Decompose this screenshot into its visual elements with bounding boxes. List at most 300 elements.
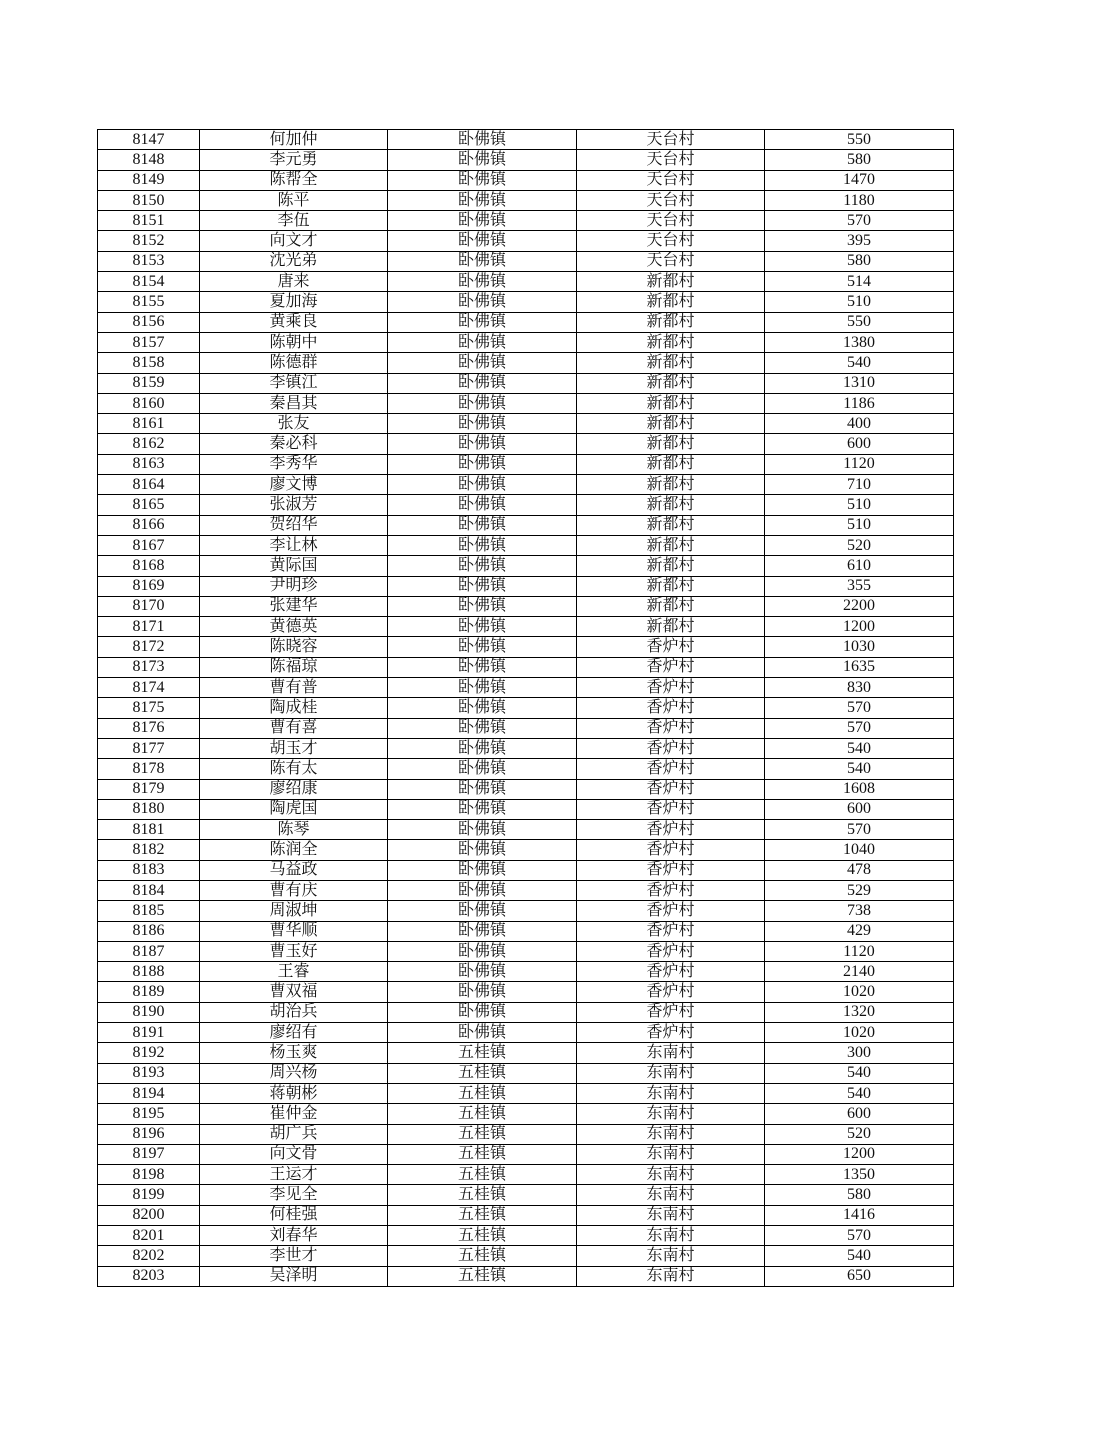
village-cell: 新都村 (577, 353, 765, 373)
name-cell: 陈德群 (200, 353, 388, 373)
name-cell: 杨玉爽 (200, 1043, 388, 1063)
amount-cell: 540 (765, 759, 954, 779)
name-cell: 廖绍康 (200, 779, 388, 799)
table-row (98, 718, 954, 738)
table-row (98, 860, 954, 880)
id-cell: 8171 (98, 617, 200, 637)
id-cell: 8197 (98, 1144, 200, 1164)
town-cell: 卧佛镇 (388, 779, 577, 799)
town-cell: 五桂镇 (388, 1063, 577, 1083)
amount-cell: 600 (765, 434, 954, 454)
amount-cell: 520 (765, 535, 954, 555)
table-row (98, 1246, 954, 1266)
amount-cell: 300 (765, 1043, 954, 1063)
village-cell: 新都村 (577, 373, 765, 393)
amount-cell: 1470 (765, 170, 954, 190)
town-cell: 五桂镇 (388, 1165, 577, 1185)
table-row (98, 840, 954, 860)
table-row (98, 880, 954, 900)
amount-cell: 1608 (765, 779, 954, 799)
table-row (98, 779, 954, 799)
village-cell: 香炉村 (577, 982, 765, 1002)
town-cell: 五桂镇 (388, 1205, 577, 1225)
id-cell: 8172 (98, 637, 200, 657)
village-cell: 香炉村 (577, 738, 765, 758)
town-cell: 卧佛镇 (388, 637, 577, 657)
name-cell: 何加仲 (200, 130, 388, 150)
village-cell: 香炉村 (577, 759, 765, 779)
amount-cell: 600 (765, 1104, 954, 1124)
table-row (98, 820, 954, 840)
amount-cell: 1180 (765, 190, 954, 210)
table-row (98, 495, 954, 515)
town-cell: 卧佛镇 (388, 515, 577, 535)
town-cell: 卧佛镇 (388, 414, 577, 434)
town-cell: 卧佛镇 (388, 678, 577, 698)
town-cell: 卧佛镇 (388, 373, 577, 393)
table-row (98, 292, 954, 312)
name-cell: 胡治兵 (200, 1002, 388, 1022)
name-cell: 廖绍有 (200, 1023, 388, 1043)
amount-cell: 570 (765, 820, 954, 840)
town-cell: 卧佛镇 (388, 475, 577, 495)
amount-cell: 650 (765, 1266, 954, 1286)
village-cell: 东南村 (577, 1246, 765, 1266)
id-cell: 8156 (98, 312, 200, 332)
id-cell: 8166 (98, 515, 200, 535)
village-cell: 香炉村 (577, 799, 765, 819)
name-cell: 张建华 (200, 596, 388, 616)
name-cell: 陈琴 (200, 820, 388, 840)
name-cell: 曹华顺 (200, 921, 388, 941)
village-cell: 新都村 (577, 393, 765, 413)
id-cell: 8192 (98, 1043, 200, 1063)
name-cell: 黄德英 (200, 617, 388, 637)
table-row (98, 901, 954, 921)
town-cell: 卧佛镇 (388, 130, 577, 150)
town-cell: 五桂镇 (388, 1246, 577, 1266)
id-cell: 8160 (98, 393, 200, 413)
name-cell: 何桂强 (200, 1205, 388, 1225)
id-cell: 8182 (98, 840, 200, 860)
id-cell: 8193 (98, 1063, 200, 1083)
village-cell: 新都村 (577, 495, 765, 515)
name-cell: 尹明珍 (200, 576, 388, 596)
name-cell: 蒋朝彬 (200, 1083, 388, 1103)
town-cell: 卧佛镇 (388, 596, 577, 616)
name-cell: 李让林 (200, 535, 388, 555)
id-cell: 8149 (98, 170, 200, 190)
village-cell: 新都村 (577, 272, 765, 292)
name-cell: 陈有太 (200, 759, 388, 779)
table-row (98, 799, 954, 819)
table-body (98, 130, 954, 1287)
town-cell: 五桂镇 (388, 1144, 577, 1164)
amount-cell: 355 (765, 576, 954, 596)
name-cell: 刘春华 (200, 1226, 388, 1246)
amount-cell: 550 (765, 130, 954, 150)
table-row (98, 1083, 954, 1103)
amount-cell: 1350 (765, 1165, 954, 1185)
id-cell: 8173 (98, 657, 200, 677)
name-cell: 陈福琼 (200, 657, 388, 677)
amount-cell: 2200 (765, 596, 954, 616)
name-cell: 李元勇 (200, 150, 388, 170)
amount-cell: 2140 (765, 962, 954, 982)
village-cell: 新都村 (577, 434, 765, 454)
village-cell: 新都村 (577, 617, 765, 637)
town-cell: 卧佛镇 (388, 1002, 577, 1022)
amount-cell: 529 (765, 880, 954, 900)
id-cell: 8187 (98, 941, 200, 961)
name-cell: 黄际国 (200, 556, 388, 576)
amount-cell: 1635 (765, 657, 954, 677)
id-cell: 8167 (98, 535, 200, 555)
amount-cell: 540 (765, 1083, 954, 1103)
amount-cell: 540 (765, 353, 954, 373)
village-cell: 香炉村 (577, 779, 765, 799)
town-cell: 卧佛镇 (388, 393, 577, 413)
village-cell: 香炉村 (577, 1023, 765, 1043)
amount-cell: 1380 (765, 332, 954, 352)
id-cell: 8165 (98, 495, 200, 515)
id-cell: 8174 (98, 678, 200, 698)
town-cell: 卧佛镇 (388, 332, 577, 352)
table-row (98, 251, 954, 271)
name-cell: 崔仲金 (200, 1104, 388, 1124)
id-cell: 8158 (98, 353, 200, 373)
id-cell: 8177 (98, 738, 200, 758)
town-cell: 五桂镇 (388, 1104, 577, 1124)
village-cell: 香炉村 (577, 718, 765, 738)
name-cell: 马益政 (200, 860, 388, 880)
town-cell: 卧佛镇 (388, 556, 577, 576)
name-cell: 曹有普 (200, 678, 388, 698)
town-cell: 五桂镇 (388, 1124, 577, 1144)
id-cell: 8163 (98, 454, 200, 474)
id-cell: 8184 (98, 880, 200, 900)
table-row (98, 414, 954, 434)
town-cell: 卧佛镇 (388, 231, 577, 251)
table-row (98, 454, 954, 474)
table-row (98, 1185, 954, 1205)
town-cell: 卧佛镇 (388, 353, 577, 373)
table-row (98, 678, 954, 698)
town-cell: 卧佛镇 (388, 617, 577, 637)
table-row (98, 353, 954, 373)
amount-cell: 520 (765, 1124, 954, 1144)
amount-cell: 540 (765, 738, 954, 758)
amount-cell: 540 (765, 1246, 954, 1266)
town-cell: 卧佛镇 (388, 150, 577, 170)
id-cell: 8183 (98, 860, 200, 880)
table-row (98, 475, 954, 495)
village-cell: 香炉村 (577, 880, 765, 900)
amount-cell: 1320 (765, 1002, 954, 1022)
amount-cell: 510 (765, 495, 954, 515)
id-cell: 8200 (98, 1205, 200, 1225)
table-row (98, 596, 954, 616)
name-cell: 向文骨 (200, 1144, 388, 1164)
village-cell: 新都村 (577, 535, 765, 555)
town-cell: 五桂镇 (388, 1043, 577, 1063)
table-row (98, 657, 954, 677)
village-cell: 香炉村 (577, 820, 765, 840)
table-row (98, 1266, 954, 1286)
name-cell: 曹双福 (200, 982, 388, 1002)
id-cell: 8199 (98, 1185, 200, 1205)
town-cell: 卧佛镇 (388, 759, 577, 779)
town-cell: 五桂镇 (388, 1266, 577, 1286)
town-cell: 卧佛镇 (388, 718, 577, 738)
table-row (98, 332, 954, 352)
amount-cell: 1020 (765, 982, 954, 1002)
amount-cell: 1120 (765, 941, 954, 961)
village-cell: 香炉村 (577, 1002, 765, 1022)
name-cell: 张友 (200, 414, 388, 434)
village-cell: 东南村 (577, 1165, 765, 1185)
town-cell: 卧佛镇 (388, 454, 577, 474)
table-row (98, 373, 954, 393)
id-cell: 8178 (98, 759, 200, 779)
id-cell: 8168 (98, 556, 200, 576)
village-cell: 香炉村 (577, 657, 765, 677)
amount-cell: 1200 (765, 617, 954, 637)
village-cell: 新都村 (577, 312, 765, 332)
name-cell: 夏加海 (200, 292, 388, 312)
amount-cell: 395 (765, 231, 954, 251)
table-row (98, 576, 954, 596)
village-cell: 香炉村 (577, 860, 765, 880)
town-cell: 卧佛镇 (388, 982, 577, 1002)
village-cell: 天台村 (577, 211, 765, 231)
village-cell: 东南村 (577, 1266, 765, 1286)
table-row (98, 1144, 954, 1164)
id-cell: 8185 (98, 901, 200, 921)
id-cell: 8161 (98, 414, 200, 434)
town-cell: 卧佛镇 (388, 312, 577, 332)
table-row (98, 272, 954, 292)
table-row (98, 535, 954, 555)
id-cell: 8151 (98, 211, 200, 231)
village-cell: 新都村 (577, 414, 765, 434)
name-cell: 贺绍华 (200, 515, 388, 535)
table-row (98, 1226, 954, 1246)
table-row (98, 515, 954, 535)
amount-cell: 600 (765, 799, 954, 819)
id-cell: 8202 (98, 1246, 200, 1266)
amount-cell: 570 (765, 698, 954, 718)
town-cell: 五桂镇 (388, 1185, 577, 1205)
id-cell: 8176 (98, 718, 200, 738)
village-cell: 天台村 (577, 150, 765, 170)
village-cell: 天台村 (577, 130, 765, 150)
village-cell: 新都村 (577, 576, 765, 596)
village-cell: 新都村 (577, 292, 765, 312)
name-cell: 陈润全 (200, 840, 388, 860)
name-cell: 曹有喜 (200, 718, 388, 738)
data-table (97, 129, 954, 1287)
amount-cell: 1040 (765, 840, 954, 860)
town-cell: 卧佛镇 (388, 941, 577, 961)
village-cell: 天台村 (577, 251, 765, 271)
village-cell: 新都村 (577, 475, 765, 495)
name-cell: 胡广兵 (200, 1124, 388, 1144)
town-cell: 卧佛镇 (388, 434, 577, 454)
table-row (98, 1002, 954, 1022)
name-cell: 周淑坤 (200, 901, 388, 921)
name-cell: 王运才 (200, 1165, 388, 1185)
table-row (98, 698, 954, 718)
town-cell: 五桂镇 (388, 1226, 577, 1246)
name-cell: 黄乘良 (200, 312, 388, 332)
id-cell: 8153 (98, 251, 200, 271)
village-cell: 新都村 (577, 596, 765, 616)
id-cell: 8189 (98, 982, 200, 1002)
table-row (98, 1205, 954, 1225)
amount-cell: 1120 (765, 454, 954, 474)
table-row (98, 393, 954, 413)
village-cell: 香炉村 (577, 901, 765, 921)
village-cell: 东南村 (577, 1043, 765, 1063)
id-cell: 8181 (98, 820, 200, 840)
name-cell: 胡玉才 (200, 738, 388, 758)
amount-cell: 550 (765, 312, 954, 332)
town-cell: 卧佛镇 (388, 495, 577, 515)
name-cell: 李秀华 (200, 454, 388, 474)
table-row (98, 170, 954, 190)
village-cell: 香炉村 (577, 941, 765, 961)
name-cell: 陶虎国 (200, 799, 388, 819)
village-cell: 东南村 (577, 1104, 765, 1124)
name-cell: 唐来 (200, 272, 388, 292)
name-cell: 陈晓容 (200, 637, 388, 657)
table-row (98, 231, 954, 251)
amount-cell: 738 (765, 901, 954, 921)
table-row (98, 150, 954, 170)
name-cell: 向文才 (200, 231, 388, 251)
name-cell: 吴泽明 (200, 1266, 388, 1286)
village-cell: 香炉村 (577, 962, 765, 982)
town-cell: 卧佛镇 (388, 820, 577, 840)
town-cell: 卧佛镇 (388, 880, 577, 900)
id-cell: 8195 (98, 1104, 200, 1124)
amount-cell: 478 (765, 860, 954, 880)
village-cell: 新都村 (577, 556, 765, 576)
table-row (98, 962, 954, 982)
amount-cell: 580 (765, 1185, 954, 1205)
town-cell: 卧佛镇 (388, 921, 577, 941)
table-row (98, 312, 954, 332)
id-cell: 8179 (98, 779, 200, 799)
amount-cell: 570 (765, 211, 954, 231)
amount-cell: 1416 (765, 1205, 954, 1225)
table-row (98, 921, 954, 941)
amount-cell: 1186 (765, 393, 954, 413)
name-cell: 秦必科 (200, 434, 388, 454)
village-cell: 天台村 (577, 231, 765, 251)
town-cell: 五桂镇 (388, 1083, 577, 1103)
id-cell: 8157 (98, 332, 200, 352)
town-cell: 卧佛镇 (388, 211, 577, 231)
name-cell: 周兴杨 (200, 1063, 388, 1083)
town-cell: 卧佛镇 (388, 860, 577, 880)
table-row (98, 556, 954, 576)
name-cell: 李见全 (200, 1185, 388, 1205)
table-row (98, 982, 954, 1002)
table-row (98, 1104, 954, 1124)
amount-cell: 830 (765, 678, 954, 698)
town-cell: 卧佛镇 (388, 292, 577, 312)
amount-cell: 610 (765, 556, 954, 576)
amount-cell: 580 (765, 150, 954, 170)
name-cell: 陶成桂 (200, 698, 388, 718)
town-cell: 卧佛镇 (388, 840, 577, 860)
table-row (98, 1043, 954, 1063)
village-cell: 新都村 (577, 454, 765, 474)
town-cell: 卧佛镇 (388, 799, 577, 819)
name-cell: 陈平 (200, 190, 388, 210)
town-cell: 卧佛镇 (388, 576, 577, 596)
amount-cell: 429 (765, 921, 954, 941)
village-cell: 香炉村 (577, 698, 765, 718)
town-cell: 卧佛镇 (388, 657, 577, 677)
name-cell: 陈朝中 (200, 332, 388, 352)
village-cell: 东南村 (577, 1124, 765, 1144)
town-cell: 卧佛镇 (388, 738, 577, 758)
name-cell: 张淑芳 (200, 495, 388, 515)
id-cell: 8155 (98, 292, 200, 312)
amount-cell: 510 (765, 292, 954, 312)
name-cell: 廖文博 (200, 475, 388, 495)
village-cell: 东南村 (577, 1063, 765, 1083)
amount-cell: 540 (765, 1063, 954, 1083)
village-cell: 东南村 (577, 1205, 765, 1225)
amount-cell: 1310 (765, 373, 954, 393)
table-row (98, 738, 954, 758)
name-cell: 秦昌其 (200, 393, 388, 413)
name-cell: 王睿 (200, 962, 388, 982)
id-cell: 8164 (98, 475, 200, 495)
id-cell: 8188 (98, 962, 200, 982)
id-cell: 8162 (98, 434, 200, 454)
town-cell: 卧佛镇 (388, 251, 577, 271)
village-cell: 香炉村 (577, 921, 765, 941)
id-cell: 8159 (98, 373, 200, 393)
table-row (98, 190, 954, 210)
id-cell: 8170 (98, 596, 200, 616)
name-cell: 曹玉好 (200, 941, 388, 961)
name-cell: 李镇江 (200, 373, 388, 393)
town-cell: 卧佛镇 (388, 190, 577, 210)
table-row (98, 1165, 954, 1185)
amount-cell: 710 (765, 475, 954, 495)
table-row (98, 211, 954, 231)
village-cell: 新都村 (577, 332, 765, 352)
table-row (98, 130, 954, 150)
table-row (98, 1023, 954, 1043)
town-cell: 卧佛镇 (388, 535, 577, 555)
id-cell: 8154 (98, 272, 200, 292)
town-cell: 卧佛镇 (388, 272, 577, 292)
id-cell: 8148 (98, 150, 200, 170)
village-cell: 新都村 (577, 515, 765, 535)
table-row (98, 759, 954, 779)
village-cell: 东南村 (577, 1083, 765, 1103)
amount-cell: 510 (765, 515, 954, 535)
village-cell: 天台村 (577, 190, 765, 210)
amount-cell: 570 (765, 718, 954, 738)
